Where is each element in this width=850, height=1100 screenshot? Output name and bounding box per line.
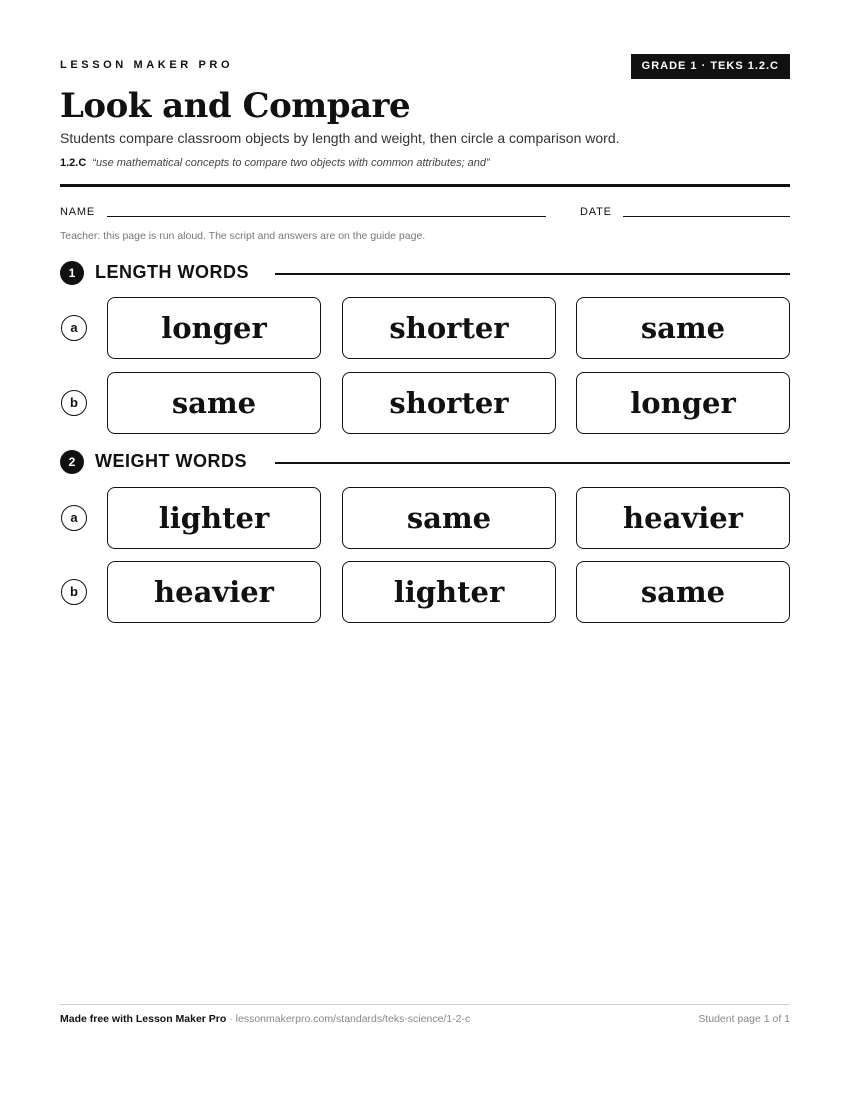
- word-choice-box[interactable]: same: [576, 561, 790, 623]
- question-row-weight-b: [60, 561, 790, 623]
- question-row-length-a: [60, 297, 790, 359]
- row-letter-badge: a: [61, 505, 87, 531]
- header-divider: [60, 184, 790, 187]
- standard-line: [60, 157, 490, 169]
- row-letter-badge: b: [61, 579, 87, 605]
- section-rule: [275, 273, 790, 275]
- word-choice-box[interactable]: same: [342, 487, 556, 549]
- name-label: NAME: [60, 206, 95, 218]
- teacher-note: Teacher: this page is run aloud. The script and answers are on the guide page.: [60, 230, 426, 242]
- worksheet-page: [60, 0, 790, 1100]
- question-row-length-b: [60, 372, 790, 434]
- date-field-line[interactable]: [623, 216, 790, 217]
- standard-code: 1.2.C: [60, 157, 87, 169]
- footer-page-number: Student page 1 of 1: [698, 1013, 790, 1025]
- footer-divider: [60, 1004, 790, 1005]
- section-rule: [275, 462, 790, 464]
- word-choice-box[interactable]: same: [576, 297, 790, 359]
- footer-made-with: Made free with Lesson Maker Pro: [60, 1013, 227, 1025]
- section-number-badge: 1: [60, 261, 84, 285]
- word-choice-box[interactable]: longer: [107, 297, 321, 359]
- section-header-length: [60, 260, 790, 286]
- word-choice-box[interactable]: shorter: [342, 297, 556, 359]
- word-choice-box[interactable]: heavier: [576, 487, 790, 549]
- footer-separator: ·: [226, 1013, 236, 1025]
- word-choice-box[interactable]: heavier: [107, 561, 321, 623]
- section-title: WEIGHT WORDS: [95, 451, 259, 472]
- row-letter-badge: a: [61, 315, 87, 341]
- standard-text: “use mathematical concepts to compare two objects with common attributes; and”: [92, 157, 490, 169]
- row-letter-badge: b: [61, 390, 87, 416]
- section-header-weight: [60, 449, 790, 475]
- section-number-badge: 2: [60, 450, 84, 474]
- word-choice-box[interactable]: lighter: [342, 561, 556, 623]
- page-subtitle: Students compare classroom objects by length and weight, then circle a comparison word.: [60, 130, 620, 146]
- footer-url[interactable]: lessonmakerpro.com/standards/teks-science/1-2-c: [235, 1013, 471, 1025]
- word-choice-box[interactable]: lighter: [107, 487, 321, 549]
- name-field-line[interactable]: [107, 216, 546, 217]
- brand-logo-text: LESSON MAKER PRO: [60, 59, 234, 71]
- word-choice-box[interactable]: shorter: [342, 372, 556, 434]
- footer-credit: [60, 1013, 470, 1025]
- section-title: LENGTH WORDS: [95, 262, 261, 283]
- word-choice-box[interactable]: same: [107, 372, 321, 434]
- word-choice-box[interactable]: longer: [576, 372, 790, 434]
- date-label: DATE: [580, 206, 612, 218]
- question-row-weight-a: [60, 487, 790, 549]
- page-title: Look and Compare: [60, 86, 411, 126]
- grade-badge: GRADE 1 · TEKS 1.2.C: [631, 54, 790, 79]
